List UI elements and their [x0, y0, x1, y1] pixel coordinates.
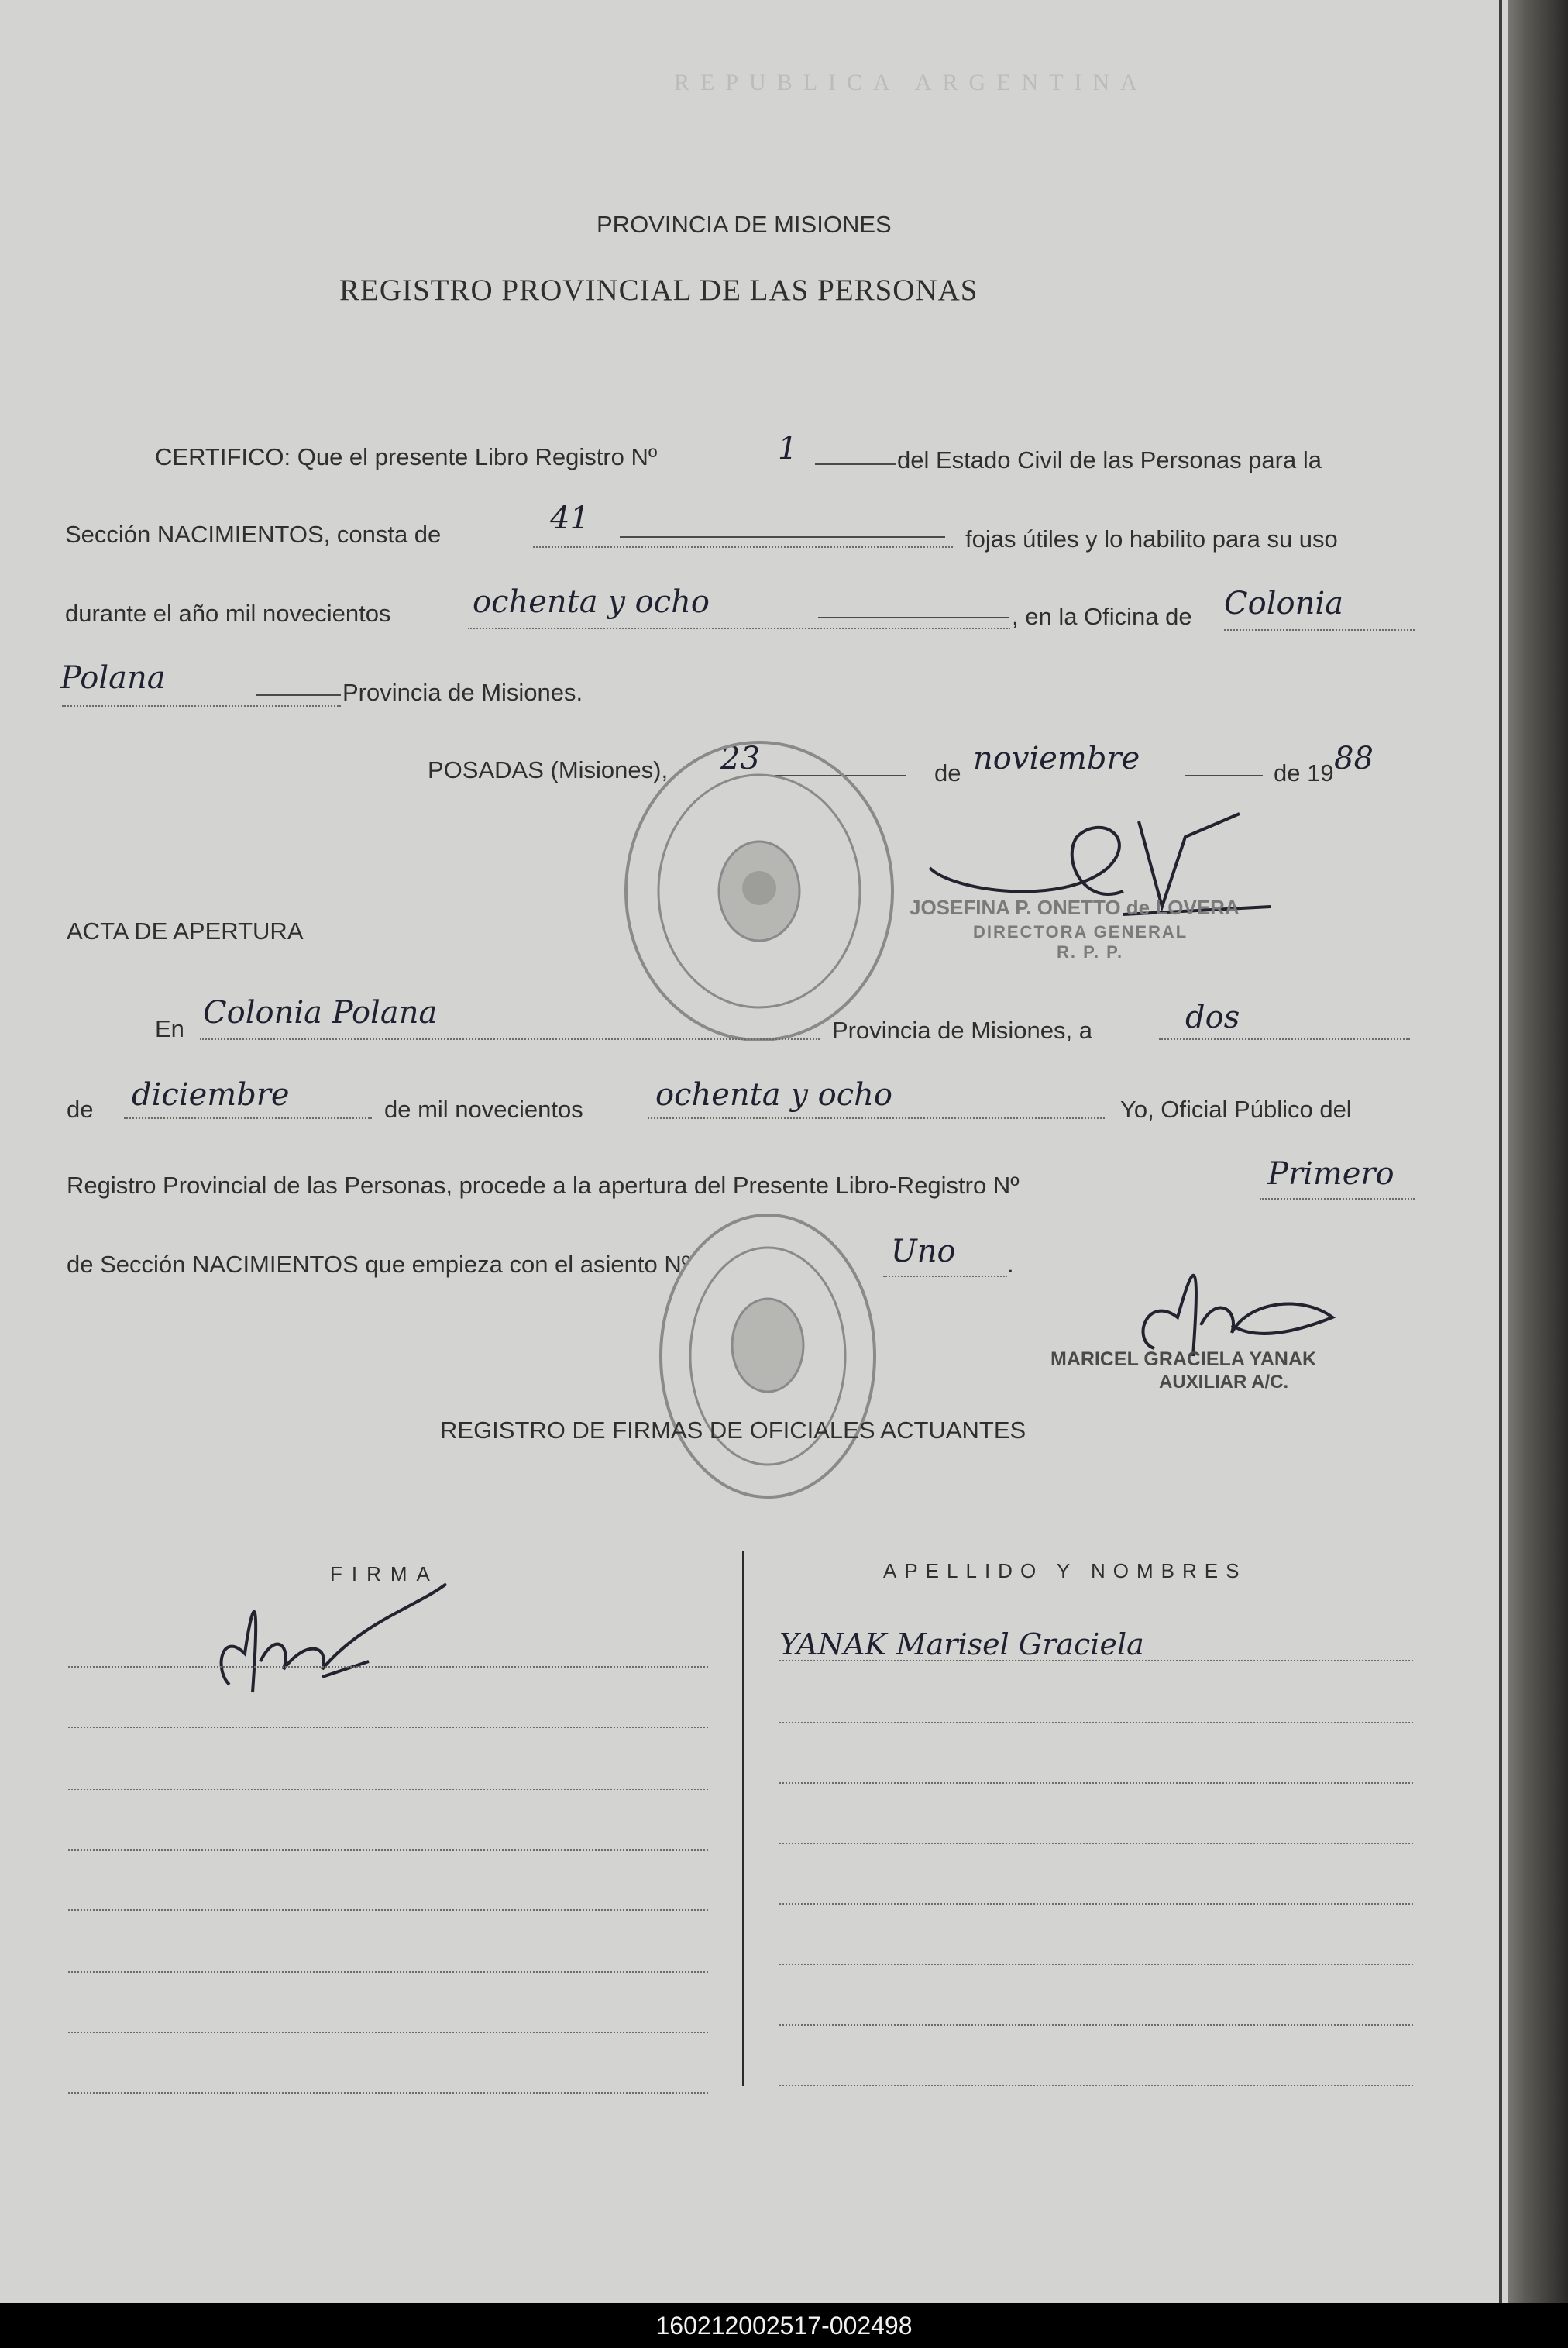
cert-year-line	[818, 617, 1009, 618]
acta-asiento: Uno	[891, 1234, 956, 1269]
cert-de1: de	[934, 759, 961, 787]
binding-shadow	[1508, 0, 1568, 2303]
acta-en: En	[155, 1015, 184, 1042]
firma-line-3	[68, 1789, 708, 1790]
cert-line1-b: del Estado Civil de las Personas para la	[897, 446, 1322, 473]
bleed-through-text: REPUBLICA ARGENTINA	[674, 70, 1148, 95]
nombres-line-5	[779, 1903, 1413, 1905]
acta-de: de	[67, 1096, 94, 1123]
acta-mil: de mil novecientos	[384, 1096, 583, 1123]
cert-line1-a: CERTIFICO: Que el presente Libro Registro Nº	[155, 443, 658, 470]
cert-office-b-dots	[62, 705, 341, 707]
cert-day: 23	[720, 741, 760, 776]
cert-year-words: ochenta y ocho	[473, 584, 710, 620]
province-heading: PROVINCIA DE MISIONES	[597, 211, 892, 238]
firma-line-8	[68, 2092, 708, 2094]
col-firma-header: FIRMA	[330, 1562, 439, 1585]
cert-place: POSADAS (Misiones),	[428, 756, 669, 783]
scan-id: 160212002517-002498	[655, 2312, 913, 2339]
director-subtitle: R. P. P.	[1057, 942, 1124, 962]
cert-fojas-line	[620, 536, 945, 538]
registry-stamp-2	[655, 1209, 880, 1503]
acta-year-dots	[648, 1117, 1105, 1119]
firma-line-7	[68, 2032, 708, 2033]
acta-line4: de Sección NACIMIENTOS que empieza con el asiento Nº	[67, 1251, 691, 1278]
cert-line2-b: fojas útiles y lo habilito para su uso	[965, 525, 1338, 553]
acta-heading: ACTA DE APERTURA	[67, 918, 304, 945]
acta-day: dos	[1185, 1000, 1240, 1035]
auxiliar-title: AUXILIAR A/C.	[1159, 1372, 1289, 1393]
registry-stamp-1	[620, 736, 899, 1046]
director-title: DIRECTORA GENERAL	[973, 922, 1188, 942]
nombres-line-3	[779, 1782, 1413, 1784]
acta-place-dots	[200, 1038, 820, 1040]
cert-de2: de 19	[1274, 759, 1334, 787]
entry-signature	[206, 1576, 454, 1700]
firma-line-1	[68, 1666, 708, 1668]
cert-office-dots	[1224, 629, 1415, 631]
cert-line3-a: durante el año mil novecientos	[65, 600, 391, 627]
acta-year-words: ochenta y ocho	[655, 1077, 892, 1113]
nombres-line-8	[779, 2085, 1413, 2086]
acta-asiento-dots	[883, 1276, 1007, 1277]
cert-fojas: 41	[550, 501, 590, 536]
cert-libro-number: 1	[778, 431, 798, 467]
acta-day-dots	[1159, 1038, 1410, 1040]
page-edge	[1499, 0, 1502, 2303]
cert-month-line	[1185, 775, 1263, 776]
firmas-heading: REGISTRO DE FIRMAS DE OFICIALES ACTUANTES	[440, 1417, 1026, 1444]
cert-fojas-dots	[533, 546, 953, 548]
acta-month-dots	[124, 1117, 372, 1119]
firma-line-2	[68, 1727, 708, 1728]
nombres-line-6	[779, 1964, 1413, 1965]
col-nombres-header: APELLIDO Y NOMBRES	[883, 1559, 1247, 1582]
nombres-line-7	[779, 2024, 1413, 2026]
cert-line3-b: , en la Oficina de	[1012, 603, 1192, 630]
cert-office-b-line	[256, 694, 341, 696]
nombres-line-2	[779, 1722, 1413, 1723]
columns-divider	[742, 1551, 744, 2086]
acta-libro-num: Primero	[1267, 1156, 1394, 1192]
entry-name: YANAK Marisel Graciela	[779, 1627, 1144, 1661]
registry-heading: REGISTRO PROVINCIAL DE LAS PERSONAS	[339, 274, 978, 307]
cert-month: noviembre	[973, 741, 1140, 776]
acta-yo: Yo, Oficial Público del	[1120, 1096, 1352, 1123]
cert-libro-line	[815, 463, 896, 465]
firma-line-4	[68, 1849, 708, 1851]
acta-libro-dots	[1260, 1198, 1415, 1200]
acta-place: Colonia Polana	[203, 995, 438, 1031]
acta-period: .	[1007, 1251, 1014, 1278]
acta-prov: Provincia de Misiones, a	[832, 1017, 1092, 1044]
firma-line-6	[68, 1971, 708, 1973]
nombres-line-1	[779, 1660, 1413, 1661]
acta-month: diciembre	[132, 1077, 290, 1113]
nombres-line-4	[779, 1843, 1413, 1844]
acta-line3: Registro Provincial de las Personas, procede a la apertura del Presente Libro-Registro Nº	[67, 1172, 1020, 1199]
auxiliar-name: MARICEL GRACIELA YANAK	[1050, 1348, 1317, 1370]
director-name: JOSEFINA P. ONETTO de LOVERA	[910, 896, 1240, 919]
cert-office-a: Colonia	[1224, 586, 1343, 621]
cert-line2-a: Sección NACIMIENTOS, consta de	[65, 521, 442, 548]
cert-year-digits: 88	[1334, 741, 1374, 776]
firma-line-5	[68, 1909, 708, 1911]
cert-office-b: Polana	[60, 660, 166, 696]
cert-line4-b: Provincia de Misiones.	[342, 679, 583, 706]
